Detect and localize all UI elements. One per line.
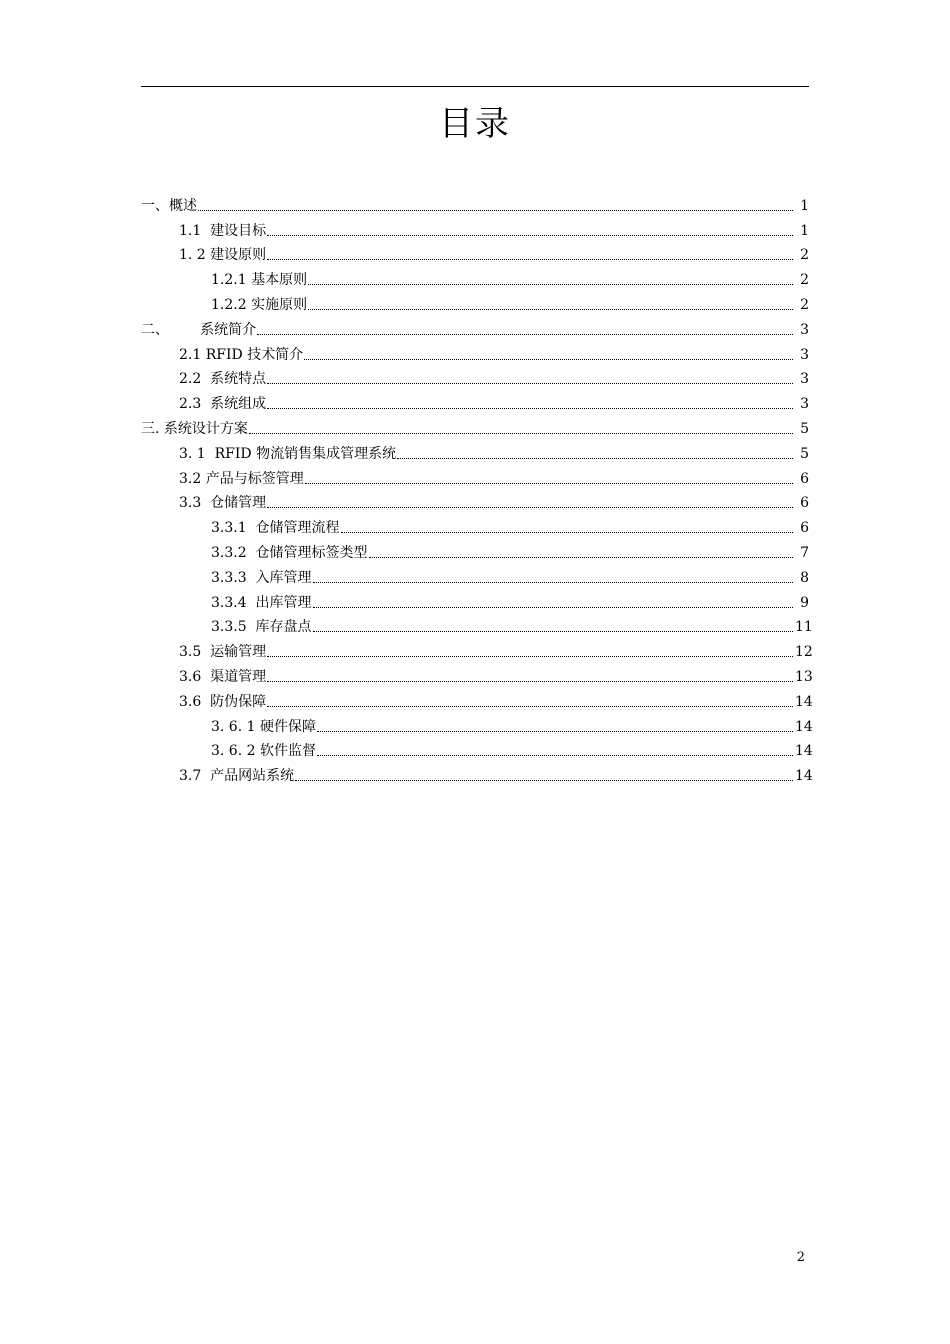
toc-entry-page: 6 bbox=[800, 495, 809, 512]
toc-entry-label: 3.3.3 入库管理 bbox=[211, 569, 312, 586]
dot-leader bbox=[397, 458, 793, 459]
toc-entry-label: 三. 系统设计方案 bbox=[141, 420, 248, 437]
toc-entry-page: 3 bbox=[800, 396, 809, 413]
toc-entry-page: 14 bbox=[795, 718, 813, 735]
toc-entry-page: 6 bbox=[800, 470, 809, 487]
toc-entry[interactable] bbox=[141, 264, 809, 289]
dot-leader bbox=[317, 755, 793, 756]
dot-leader bbox=[267, 681, 793, 682]
dot-leader bbox=[313, 631, 793, 632]
toc-entry-label: 二、 系统简介 bbox=[141, 321, 257, 338]
toc-entry-page: 12 bbox=[795, 644, 813, 661]
toc-entry[interactable] bbox=[141, 512, 809, 537]
toc-entry-page: 2 bbox=[800, 272, 809, 289]
toc-entry-label: 3. 1 RFID 物流销售集成管理系统 bbox=[179, 445, 397, 462]
dot-leader bbox=[249, 433, 793, 434]
toc-entry-page: 2 bbox=[800, 296, 809, 313]
toc-entry[interactable] bbox=[141, 240, 809, 265]
toc-entry-page: 13 bbox=[795, 668, 813, 685]
toc-entry[interactable] bbox=[141, 636, 813, 661]
toc-entry[interactable] bbox=[141, 612, 813, 637]
toc-entry-page: 14 bbox=[795, 743, 813, 760]
toc-entry-page: 6 bbox=[800, 520, 809, 537]
header-rule bbox=[141, 86, 809, 87]
dot-leader bbox=[341, 532, 793, 533]
toc-entry-page: 9 bbox=[800, 594, 809, 611]
toc-entry-page: 2 bbox=[800, 247, 809, 264]
toc-entry-page: 1 bbox=[800, 222, 809, 239]
toc-entry-label: 3.3.5 库存盘点 bbox=[211, 619, 312, 636]
dot-leader bbox=[267, 383, 793, 384]
toc-entry-label: 1.1 建设目标 bbox=[179, 222, 267, 239]
dot-leader bbox=[267, 706, 793, 707]
toc-entry[interactable] bbox=[141, 339, 809, 364]
toc-entry-page: 8 bbox=[800, 569, 809, 586]
toc-entry[interactable] bbox=[141, 215, 809, 240]
toc-entry-page: 3 bbox=[800, 346, 809, 363]
toc-entry-page: 7 bbox=[800, 544, 809, 561]
toc-entry[interactable] bbox=[141, 686, 813, 711]
toc-entry[interactable] bbox=[141, 736, 813, 761]
toc-entry-page: 1 bbox=[800, 197, 809, 214]
toc-entry[interactable] bbox=[141, 587, 809, 612]
toc-entry-page: 3 bbox=[800, 321, 809, 338]
toc-entry[interactable] bbox=[141, 364, 809, 389]
toc-entry-label: 3.6 防伪保障 bbox=[179, 693, 267, 710]
toc-entry-page: 5 bbox=[800, 445, 809, 462]
toc-entry[interactable] bbox=[141, 537, 809, 562]
toc-entry-label: 2.1 RFID 技术简介 bbox=[179, 346, 304, 363]
toc-entry-label: 2.3 系统组成 bbox=[179, 396, 267, 413]
dot-leader bbox=[295, 780, 793, 781]
toc-entry-page: 11 bbox=[795, 619, 813, 636]
toc-entry-label: 3.5 运输管理 bbox=[179, 644, 267, 661]
toc-entry[interactable] bbox=[141, 661, 813, 686]
dot-leader bbox=[304, 359, 793, 360]
toc-entry[interactable] bbox=[141, 562, 809, 587]
toc-entry[interactable] bbox=[141, 760, 813, 785]
dot-leader bbox=[317, 731, 793, 732]
dot-leader bbox=[369, 557, 793, 558]
toc-entry[interactable] bbox=[141, 413, 809, 438]
toc-entry-page: 14 bbox=[795, 768, 813, 785]
page-number: 2 bbox=[796, 1250, 805, 1265]
toc-entry-page: 14 bbox=[795, 693, 813, 710]
toc-entry-page: 3 bbox=[800, 371, 809, 388]
dot-leader bbox=[267, 507, 793, 508]
toc-entry[interactable] bbox=[141, 289, 809, 314]
table-of-contents bbox=[141, 190, 813, 785]
toc-entry[interactable] bbox=[141, 463, 809, 488]
dot-leader bbox=[267, 408, 793, 409]
toc-entry-label: 3.3.2 仓储管理标签类型 bbox=[211, 544, 368, 561]
toc-entry-label: 1. 2 建设原则 bbox=[179, 247, 267, 264]
dot-leader bbox=[313, 582, 793, 583]
toc-entry-label: 3.3.1 仓储管理流程 bbox=[211, 520, 340, 537]
toc-entry-label: 1.2.1 基本原则 bbox=[211, 272, 308, 289]
toc-entry-label: 一、概述 bbox=[141, 197, 197, 214]
toc-entry-label: 3.6 渠道管理 bbox=[179, 668, 267, 685]
toc-entry-label: 1.2.2 实施原则 bbox=[211, 296, 308, 313]
toc-entry[interactable] bbox=[141, 711, 813, 736]
dot-leader bbox=[267, 235, 793, 236]
toc-entry-label: 3.7 产品网站系统 bbox=[179, 768, 295, 785]
toc-title: 目录 bbox=[439, 104, 511, 144]
dot-leader bbox=[308, 309, 793, 310]
dot-leader bbox=[267, 656, 793, 657]
dot-leader bbox=[308, 284, 793, 285]
toc-entry-label: 3.3 仓储管理 bbox=[179, 495, 267, 512]
dot-leader bbox=[305, 483, 793, 484]
toc-entry-label: 3. 6. 1 硬件保障 bbox=[211, 718, 316, 735]
toc-entry-label: 3.3.4 出库管理 bbox=[211, 594, 312, 611]
toc-entry[interactable] bbox=[141, 488, 809, 513]
toc-entry[interactable] bbox=[141, 388, 809, 413]
dot-leader bbox=[257, 334, 793, 335]
toc-entry[interactable] bbox=[141, 314, 809, 339]
toc-entry-page: 5 bbox=[800, 420, 809, 437]
dot-leader bbox=[313, 607, 793, 608]
toc-entry[interactable] bbox=[141, 438, 809, 463]
toc-entry-label: 3.2 产品与标签管理 bbox=[179, 470, 304, 487]
dot-leader bbox=[198, 210, 793, 211]
toc-entry-label: 3. 6. 2 软件监督 bbox=[211, 743, 316, 760]
toc-entry-label: 2.2 系统特点 bbox=[179, 371, 267, 388]
dot-leader bbox=[267, 259, 793, 260]
toc-entry[interactable] bbox=[141, 190, 809, 215]
